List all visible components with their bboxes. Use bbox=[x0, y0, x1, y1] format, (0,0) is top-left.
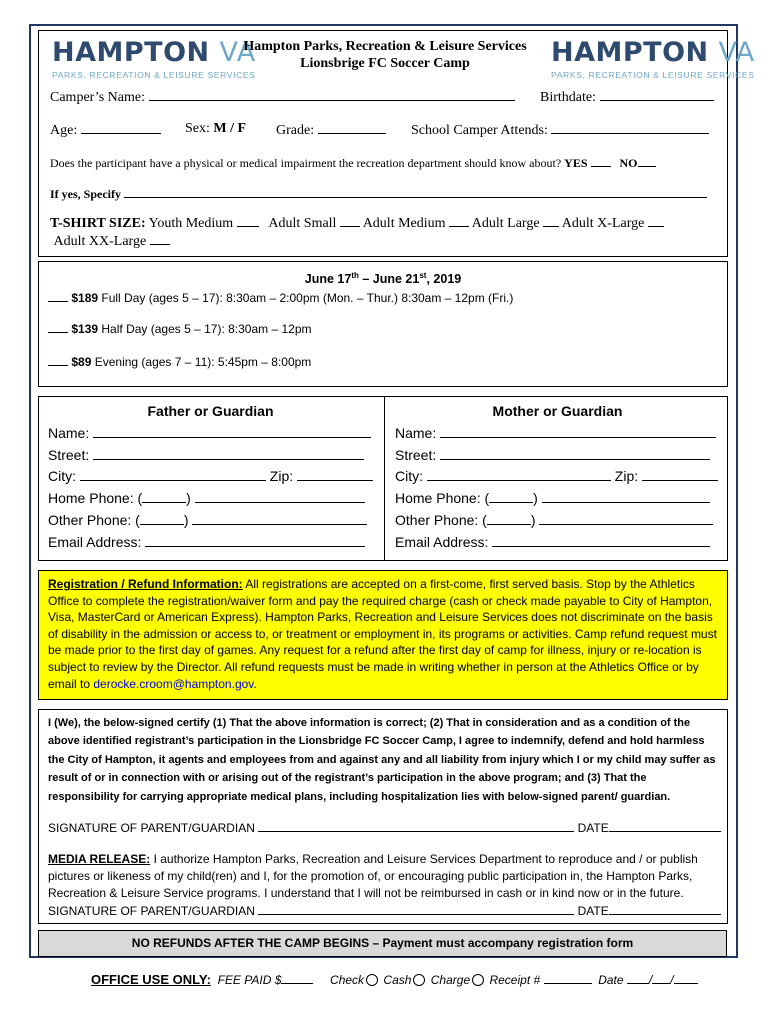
option-evening-field[interactable] bbox=[48, 353, 68, 366]
mother-other-phone-field[interactable] bbox=[539, 512, 713, 525]
office-date-year[interactable] bbox=[674, 971, 698, 984]
fee-paid-field[interactable] bbox=[281, 971, 313, 984]
school-field[interactable] bbox=[551, 121, 709, 134]
camp-dates: June 17th – June 21st, 2019 bbox=[304, 271, 462, 287]
refund-info: Registration / Refund Information: All registrations are accepted on a first-come, first served basis. Stop by the Athletics Office to complete the registration/waiver form and pay the required charge (cash or check made payable to City of Hampton, Visa, MasterCard or American Express). Hampton Parks, Recreation and Leisure Services does not discriminate on the basis of disability in the admission or access to, or treatment or employment in, its programs or activities. Camp refund request must be made prior to the first day of games. Any request for a refund after the first day of camp for illness, injury or re-location is subject to review by the Director. All refund requests must be made in writing whether in person at the Athletics Office or by email to derocke.croom@hampton.gov. bbox=[38, 570, 728, 700]
mother-name-field[interactable] bbox=[440, 425, 716, 438]
certification-signature-field[interactable] bbox=[258, 819, 574, 832]
option-evening: $89 Evening (ages 7 – 11): 5:45pm – 8:00pm bbox=[48, 353, 311, 370]
no-refunds-banner: NO REFUNDS AFTER THE CAMP BEGINS – Payment must accompany registration form bbox=[38, 930, 727, 957]
campers-name-field[interactable] bbox=[149, 88, 515, 101]
option-full-day-field[interactable] bbox=[48, 289, 68, 302]
office-date-month[interactable] bbox=[627, 971, 649, 984]
cash-radio[interactable] bbox=[413, 974, 425, 986]
sex-row: Sex: M / F bbox=[185, 121, 247, 136]
father-city-field[interactable] bbox=[80, 468, 266, 481]
certification-date-field[interactable] bbox=[609, 819, 721, 832]
receipt-field[interactable] bbox=[544, 971, 592, 984]
father-street-field[interactable] bbox=[93, 447, 364, 460]
birthdate-row: Birthdate: bbox=[540, 88, 714, 106]
father-title: Father or Guardian bbox=[147, 403, 274, 419]
hampton-logo-right: HAMPTON VA PARKS, RECREATION & LEISURE SERVICES bbox=[551, 37, 755, 80]
father-home-phone-field[interactable] bbox=[195, 490, 365, 503]
mother-email-field[interactable] bbox=[492, 534, 710, 547]
media-release: MEDIA RELEASE: I authorize Hampton Parks, Recreation and Leisure Services Department to reproduce and / or publish pictures or likeness of my child(ren) and I, for the promotion of, or encouraging public participation in, the Hampton Parks, Recreation & Leisure Service programs. I understand that I will not be reimbursed in cash or in kind now or in the future. bbox=[48, 852, 698, 900]
certification-signature-row: SIGNATURE OF PARENT/GUARDIAN DATE bbox=[48, 819, 721, 836]
grade-row: Grade: bbox=[276, 121, 386, 139]
option-full-day: $189 Full Day (ages 5 – 17): 8:30am – 2:00pm (Mon. – Thur.) 8:30am – 12pm (Fri.) bbox=[48, 289, 513, 306]
age-field[interactable] bbox=[81, 121, 161, 134]
form-title: Hampton Parks, Recreation & Leisure Services Lionsbrige FC Soccer Camp bbox=[243, 39, 527, 71]
tshirt-adult-small[interactable] bbox=[340, 214, 360, 227]
mother-street-field[interactable] bbox=[440, 447, 710, 460]
father-other-phone-field[interactable] bbox=[192, 512, 367, 525]
certification-text: I (We), the below-signed certify (1) That the above information is correct; (2) That in consideration and as a condition of the above identified registrant’s participation in the Lionsbridge FC Soccer Camp, I agree to indemnify, defend and hold harmless the City of Hampton, it agents and employees from and against any and all liability from injury which I or my child may suffer as result of or in connection with or arising out of the registrant’s participation in the above program; and (3) That the responsibility for carrying appropriate medical plans, including hospitalization lies with below-signed parent/ guardian. bbox=[48, 717, 716, 803]
father-section: Father or Guardian Name: Street: City: Zip: Home Phone: ( ) Other Phone: ( ) Email Address: bbox=[48, 401, 373, 554]
tshirt-youth-medium[interactable] bbox=[237, 214, 259, 227]
impairment-no-field[interactable] bbox=[638, 154, 656, 167]
tshirt-adult-medium[interactable] bbox=[449, 214, 469, 227]
father-name-field[interactable] bbox=[93, 425, 371, 438]
tshirt-row: T-SHIRT SIZE: Youth Medium Adult Small Adult Medium Adult Large Adult X-Large Adult XX-Large bbox=[50, 214, 710, 250]
media-signature-row: SIGNATURE OF PARENT/GUARDIAN DATE bbox=[48, 902, 721, 919]
mother-title: Mother or Guardian bbox=[492, 403, 623, 419]
grade-field[interactable] bbox=[318, 121, 386, 134]
campers-name-row: Camper’s Name: bbox=[50, 88, 515, 106]
school-row: School Camper Attends: bbox=[411, 121, 709, 139]
tshirt-adult-xlarge[interactable] bbox=[648, 214, 664, 227]
tshirt-adult-large[interactable] bbox=[543, 214, 559, 227]
tshirt-adult-xxlarge[interactable] bbox=[150, 232, 170, 245]
media-date-field[interactable] bbox=[609, 902, 721, 915]
specify-row: If yes, Specify bbox=[50, 185, 707, 202]
check-radio[interactable] bbox=[366, 974, 378, 986]
refund-email-link[interactable]: derocke.croom@hampton.gov bbox=[93, 676, 254, 691]
hampton-logo-left: HAMPTON VA PARKS, RECREATION & LEISURE SERVICES bbox=[52, 37, 256, 80]
mother-zip-field[interactable] bbox=[642, 468, 718, 481]
impairment-row: Does the participant have a physical or medical impairment the recreation department should know about? YES NO bbox=[50, 154, 656, 171]
age-row: Age: bbox=[50, 121, 161, 139]
office-date-day[interactable] bbox=[652, 971, 670, 984]
mother-city-field[interactable] bbox=[427, 468, 611, 481]
option-half-day: $139 Half Day (ages 5 – 17): 8:30am – 12pm bbox=[48, 320, 312, 337]
impairment-yes-field[interactable] bbox=[591, 154, 611, 167]
father-email-field[interactable] bbox=[145, 534, 365, 547]
mother-home-phone-field[interactable] bbox=[542, 490, 710, 503]
father-zip-field[interactable] bbox=[297, 468, 373, 481]
media-signature-field[interactable] bbox=[258, 902, 574, 915]
option-half-day-field[interactable] bbox=[48, 320, 68, 333]
charge-radio[interactable] bbox=[472, 974, 484, 986]
birthdate-field[interactable] bbox=[600, 88, 714, 101]
specify-field[interactable] bbox=[124, 185, 707, 198]
mother-section: Mother or Guardian Name: Street: City: Zip: Home Phone: ( ) Other Phone: ( ) Email Address: bbox=[395, 401, 720, 554]
sex-options[interactable]: M / F bbox=[213, 121, 247, 136]
office-use-row: OFFICE USE ONLY: FEE PAID $ Check Cash Charge Receipt # Date / / bbox=[91, 971, 698, 988]
